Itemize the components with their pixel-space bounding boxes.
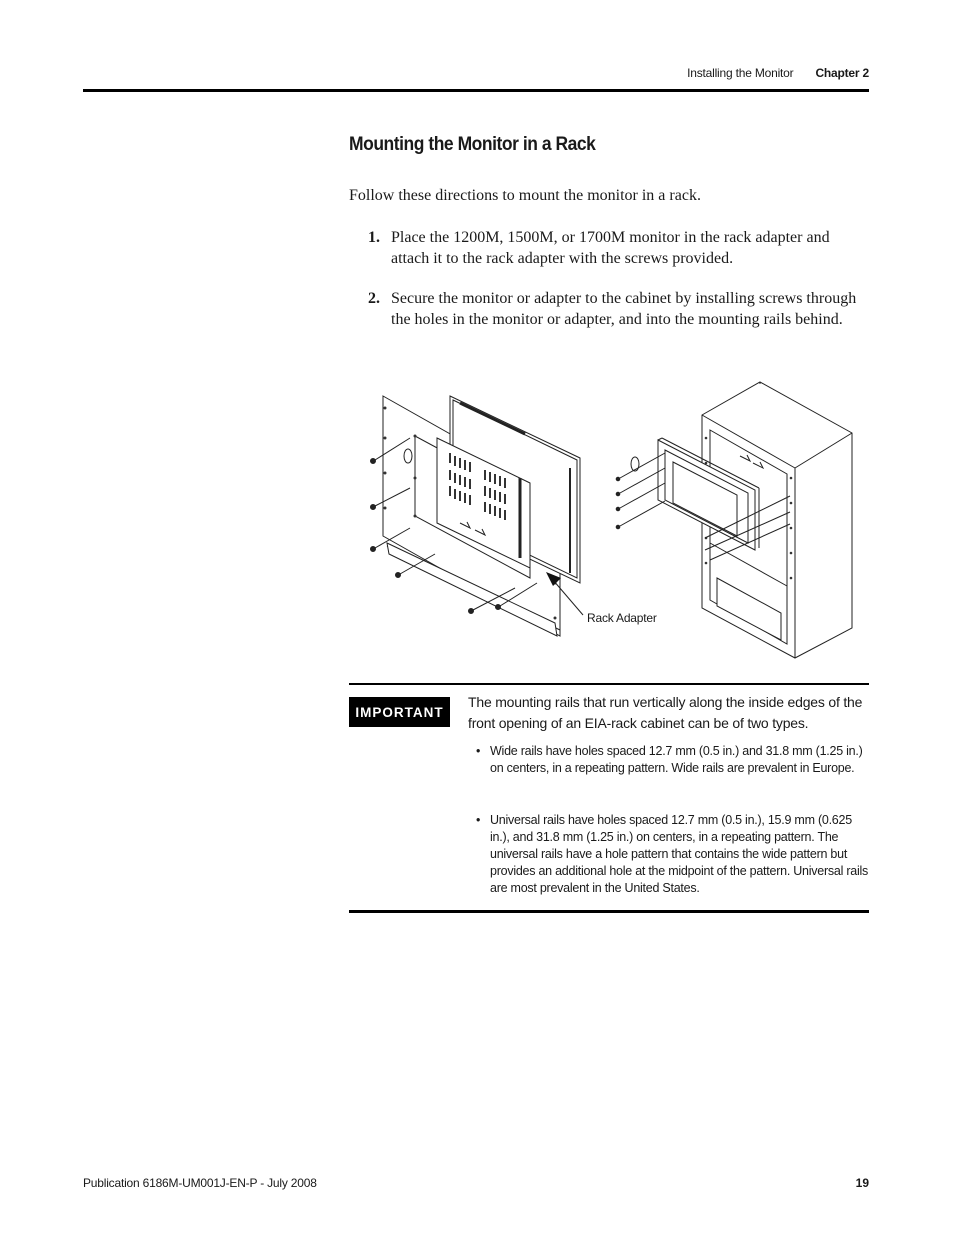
page-number: 19 — [855, 1176, 869, 1190]
step-text: Place the 1200M, 1500M, or 1700M monitor in the rack adapter and attach it to the rack adapter with the screws provided. — [391, 229, 830, 267]
bullet-dot-icon: • — [476, 744, 481, 758]
footer-publication: Publication 6186M-UM001J-EN-P - July 2008 — [83, 1176, 317, 1190]
header-rule — [83, 89, 869, 92]
important-bottom-rule — [349, 910, 869, 913]
header-section-title: Installing the Monitor — [687, 66, 794, 80]
step-text: Secure the monitor or adapter to the cabinet by installing screws through the holes in the monitor or adapter, and into the mounting rails behind. — [391, 290, 857, 328]
bullet-dot-icon: • — [476, 813, 481, 827]
bullet-text: Universal rails have holes spaced 12.7 mm (0.5 in.), 15.9 mm (0.625 in.), and 31.8 mm (1.25 in.) on centers, in a repeating pattern. The universal rails have a hole pattern that contains the wide pattern but provides an additional hole at the midpoint of the pattern. Universal rails are most prevalent in the United States. — [490, 813, 869, 895]
important-top-rule — [349, 683, 869, 685]
header-chapter: Chapter 2 — [815, 66, 869, 80]
list-item — [476, 743, 869, 777]
bullet-text: Wide rails have holes spaced 12.7 mm (0.5 in.) and 31.8 mm (1.25 in.) on centers, in a repeating pattern. Wide rails are prevalent in Europe. — [490, 744, 863, 775]
list-item — [476, 812, 869, 897]
step-number: 1. — [368, 229, 380, 246]
intro-paragraph: Follow these directions to mount the monitor in a rack. — [349, 187, 701, 204]
figure-label: Rack Adapter — [587, 611, 657, 625]
important-badge: IMPORTANT — [349, 697, 450, 727]
step-item — [368, 289, 868, 330]
important-text: The mounting rails that run vertically along the inside edges of the front opening of an EIA-rack cabinet can be of two types. — [468, 694, 863, 731]
running-header — [687, 66, 869, 80]
step-number: 2. — [368, 290, 380, 307]
step-item — [368, 228, 868, 269]
section-title: Mounting the Monitor in a Rack — [349, 134, 596, 155]
